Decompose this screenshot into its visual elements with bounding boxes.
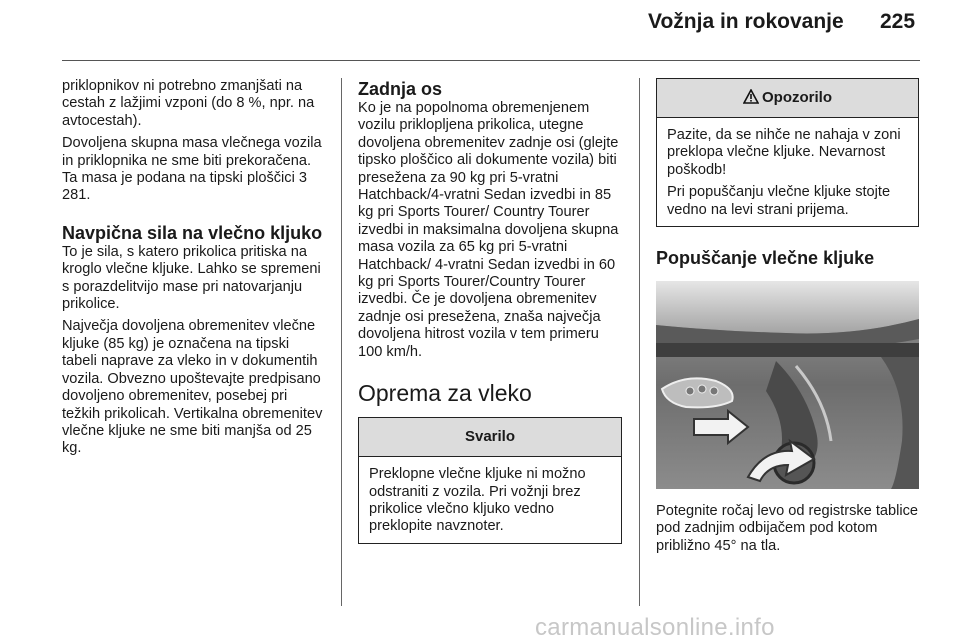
column-left xyxy=(62,78,328,458)
notice-box xyxy=(358,417,622,544)
header-rule xyxy=(62,60,920,61)
column-divider xyxy=(639,78,640,606)
section-heading: Navpična sila na vlečno kljuko xyxy=(62,222,323,243)
paragraph: To je sila, s katero prikolica pritiska na kroglo vlečne kljuke. Lahko se spremeni s porazdelitvijo mase pri natovarjanju prikolice. xyxy=(62,243,321,313)
column-right xyxy=(656,78,920,555)
warning-text: Pri popuščanju vlečne kljuke stojte vedno na levi strani prijema. xyxy=(667,184,891,218)
paragraph: Dovoljena skupna masa vlečnega vozila in priklopnika ne sme biti prekoračena. Ta masa je podana na tipski ploščici 3 281. xyxy=(62,135,322,204)
column-middle xyxy=(358,78,623,544)
page-number: 225 xyxy=(880,10,916,33)
notice-title: Svarilo xyxy=(359,418,621,457)
warning-title: Opozorilo xyxy=(762,89,832,106)
section-heading: Zadnja os xyxy=(358,79,443,99)
warning-text: Pazite, da se nihče ne nahaja v zoni preklopa vlečne kljuke. Nevarnost poškodb! xyxy=(667,127,901,178)
chapter-title: Oprema za vleko xyxy=(358,380,532,407)
notice-text: Preklopne vlečne kljuke ni možno odstraniti z vozila. Pri vožnji brez prikolice vlečno kljuko vedno preklopite navznoter. xyxy=(369,466,586,535)
watermark: carmanualsonline.info xyxy=(535,614,775,641)
warning-header xyxy=(657,79,918,118)
paragraph: Ko je na popolnoma obremenjenem vozilu priklopljena prikolica, utegne dovoljena obremenitev zadnje osi (glejte tipsko ploščico ali dokumente vozila) biti presežena za 90 kg pri 5-vratni Hatchback/4-vratni Sedan izvedbi in 85 kg pri Sports Tourer/ Country Tourer izvedbi in maksimalna dovoljena skupna masa vozila za 65 kg pri 5-vratni Hatchback/ 4-vratni Sedan izvedbi in 60 kg pri Sports Tourer/Country Tourer izvedbi. Če je dovoljena obremenitev zadnje osi presežena, znaša največja dovoljena hitrost vozila v tem primeru 100 km/h. xyxy=(358,100,619,360)
warning-box xyxy=(656,78,919,227)
paragraph: priklopnikov ni potrebno zmanjšati na cestah z lažjimi vzponi (do 8 %, npr. na avtocestah). xyxy=(62,78,315,129)
tow-hook-illustration xyxy=(656,281,919,489)
paragraph: Največja dovoljena obremenitev vlečne kljuke (85 kg) je označena na tipski tabeli naprave za vleko in v dokumentih vozila. Obvezno upoštevajte predpisano dovoljeno obremenitev, posebej pri težkih prikolicah. Vertikalna obremenitev vlečne kljuke ne sme biti manjša od 25 kg. xyxy=(62,318,323,457)
header-title: Vožnja in rokovanje xyxy=(648,10,844,33)
figure-caption: Potegnite ročaj levo od registrske tablice pod zadnjim odbijačem pod kotom približno 45° na tla. xyxy=(656,503,919,554)
column-divider xyxy=(341,78,342,606)
warning-triangle-icon xyxy=(743,81,759,119)
section-heading: Popuščanje vlečne kljuke xyxy=(656,248,875,269)
